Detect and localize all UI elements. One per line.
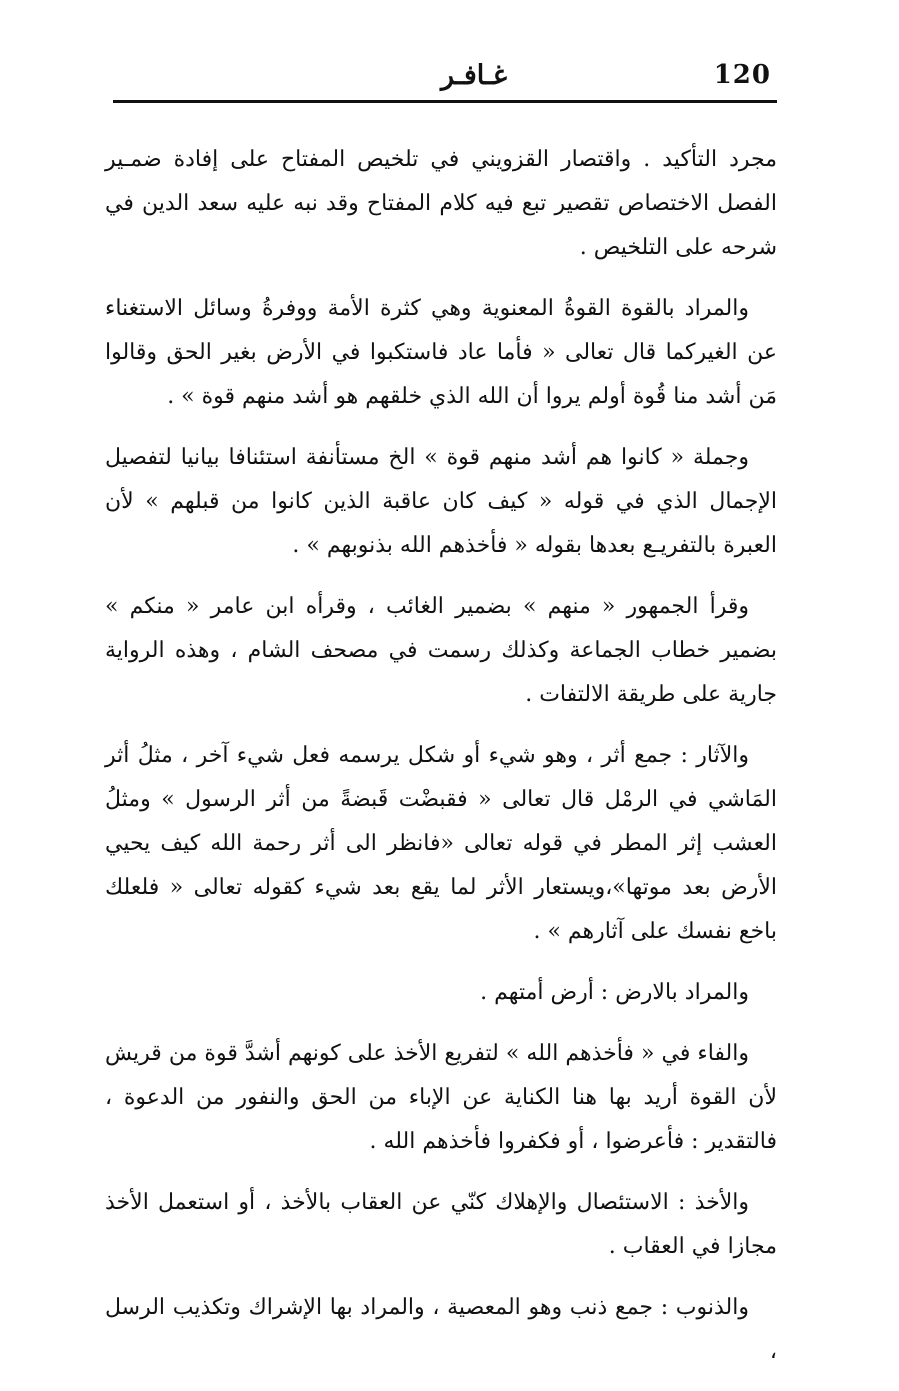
paragraph-5: والآثار : جمع أثر ، وهو شيء أو شكل يرسمه فعل شيء آخر ، مثلُ أثر المَاشي في الرمْل قال تعالى « فقبضْت قَبضةً من أثر الرسول » ومثلُ العشب إثر المطر في قوله تعالى «فانظر الى أثر رحمة الله كيف يحيي الأرض بعد موتها»،ويستعار الأثر لما يقع بعد شيء كقوله تعالى « فلعلك باخع نفسك على آثارهم » . <box>105 743 777 944</box>
paragraph-1: مجرد التأكيد . واقتصار القزويني في تلخيص المفتاح على إفادة ضمـير الفصل الاختصاص تقصير تبع فيه كلام المفتاح وقد نبه عليه سعد الدين في شرحه على التلخيص . <box>105 147 777 260</box>
paragraph-8: والأخذ : الاستئصال والإهلاك كنّي عن العقاب بالأخذ ، أو استعمل الأخذ مجازا في العقاب . <box>105 1190 777 1259</box>
running-title: غـافـر <box>441 60 507 91</box>
body-text <box>105 138 777 1391</box>
page-header <box>113 58 777 100</box>
page-number: 120 <box>713 60 771 90</box>
paragraph-7: والفاء في « فأخذهم الله » لتفريع الأخذ على كونهم أشدَّ قوة من قريش لأن القوة أريد بها هنا الكناية عن الإباء من الحق والنفور من الدعوة ، فالتقدير : فأعرضوا ، أو فكفروا فأخذهم الله . <box>105 1041 777 1154</box>
paragraph-3: وجملة « كانوا هم أشد منهم قوة » الخ مستأنفة استئنافا بيانيا لتفصيل الإجمال الذي في قوله « كيف كان عاقبة الذين كانوا من قبلهم » لأن العبرة بالتفريـع بعدها بقوله « فأخذهم الله بذنوبهم » . <box>105 445 777 558</box>
header-rule <box>113 100 777 103</box>
paragraph-4: وقرأ الجمهور « منهم » بضمير الغائب ، وقرأه ابن عامر « منكم » بضمير خطاب الجماعة وكذلك رسمت في مصحف الشام ، وهذه الرواية جارية على طريقة الالتفات . <box>105 594 777 707</box>
paragraph-9: والذنوب : جمع ذنب وهو المعصية ، والمراد بها الإشراك وتكذيب الرسل ، <box>105 1295 777 1364</box>
paragraph-6: والمراد بالارض : أرض أمتهم . <box>480 980 749 1005</box>
paragraph-2: والمراد بالقوة القوةُ المعنوية وهي كثرة الأمة ووفرةُ وسائل الاستغناء عن الغيركما قال تعالى « فأما عاد فاستكبوا في الأرض بغير الحق وقالوا مَن أشد منا قُوة أولم يروا أن الله الذي خلقهم هو أشد منهم قوة » . <box>105 296 777 409</box>
